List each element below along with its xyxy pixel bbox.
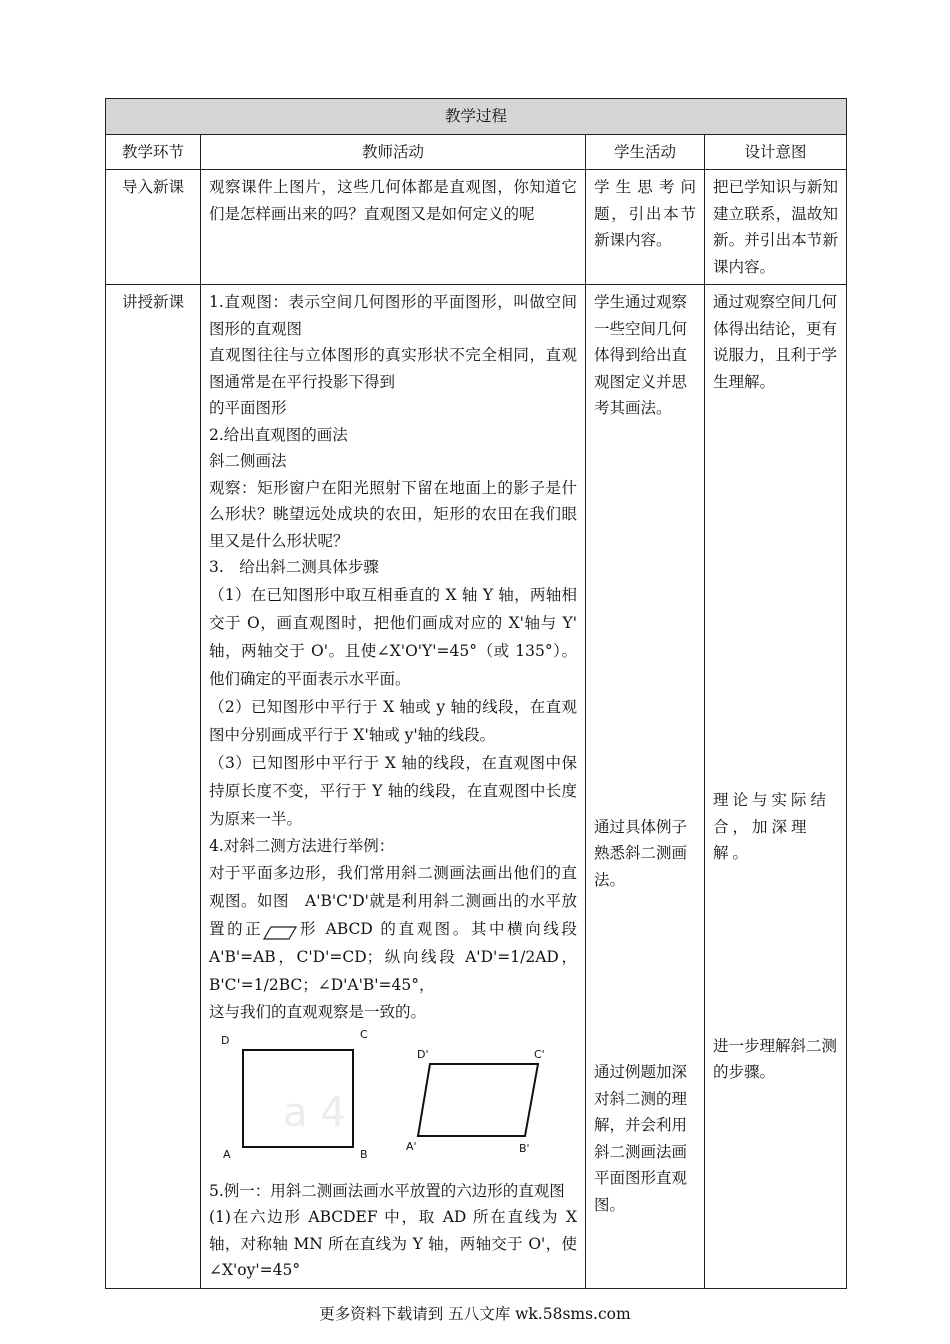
teacher-p4: 2.给出直观图的画法 (209, 425, 348, 444)
page-footer: 更多资料下载请到 五八文库 wk.58sms.com (319, 1305, 631, 1323)
teacher-p12 (209, 859, 577, 999)
teacher-p14: 5.例一：用斜二测画法画水平放置的六边形的直观图 (209, 1181, 565, 1200)
header-intent: 设计意图 (705, 134, 847, 170)
teacher-p5: 斜二侧画法 (209, 452, 287, 470)
student-s1: 学生通过观察一些空间几何体得到给出直观图定义并思考其画法。 (594, 293, 688, 417)
figure-watermark: a 4 (283, 1089, 346, 1136)
table-title-row (106, 99, 847, 135)
table-row-intro (106, 170, 847, 285)
teacher-p7: 3. 给出斜二测具体步骤 (209, 558, 379, 576)
header-student: 学生活动 (586, 134, 705, 170)
intro-student: 学生思考问题，引出本节新课内容。 (586, 170, 705, 285)
lecture-intent (705, 285, 847, 1289)
intent-i2: 理论与实际结合，加深理解。 (713, 791, 831, 862)
square-abcd (243, 1050, 353, 1147)
lecture-student (586, 285, 705, 1289)
lecture-teacher (201, 285, 586, 1289)
header-stage: 教学环节 (106, 134, 201, 170)
intro-intent: 把已学知识与新知建立联系，温故知新。并引出本节新课内容。 (705, 170, 847, 285)
intent-spacer-2 (713, 867, 838, 1033)
teacher-p1: 1.直观图：表示空间几何图形的平面图形，叫做空间图形的直观图 (209, 293, 577, 338)
teacher-p8: （1）在已知图形中取互相垂直的 X 轴 Y 轴，两轴相交于 O，画直观图时，把他们画成对应的 X'轴与 Y' 轴，两轴交于 O'。且使∠X'O'Y'=45°（或 135°）。他们确定的平面表示水平面。 (209, 585, 577, 688)
teacher-p11: 4.对斜二测方法进行举例： (209, 836, 395, 855)
intent-i3: 进一步理解斜二测的步骤。 (713, 1036, 838, 1081)
teacher-p3: 的平面图形 (209, 399, 287, 417)
intent-spacer-1 (713, 395, 838, 787)
teacher-p9: （2）已知图形中平行于 X 轴或 y 轴的线段，在直观图中分别画成平行于 X'轴或 y'轴的线段。 (209, 697, 577, 744)
teacher-p12b: 形 ABCD 的直观图。其中横向线段 A'B'=AB，C'D'=CD；纵向线段 A'D'=1/2AD，B'C'=1/2BC；∠D'A'B'=45°， (209, 920, 577, 994)
teaching-process-table (105, 98, 847, 1289)
student-spacer-2 (594, 893, 696, 1059)
teacher-p2: 直观图往往与立体图形的真实形状不完全相同，直观图通常是在平行投影下得到 (209, 346, 577, 391)
label-a-prime: A' (406, 1139, 417, 1153)
label-c-prime: C' (534, 1047, 545, 1061)
student-s3: 通过例题加深对斜二测的理解，并会利用斜二测画法画平面图形直观图。 (594, 1063, 688, 1214)
teacher-p15: (1)在六边形 ABCDEF 中，取 AD 所在直线为 X 轴，对称轴 MN 所在直线为 Y 轴，两轴交于 O'，使∠X'oy'=45° (209, 1208, 577, 1279)
lecture-stage: 讲授新课 (106, 285, 201, 1289)
teacher-p12a: 对于平面多边形，我们常用斜二测画法画出他们的直观图。如图 A'B'C'D'就是利用斜二测画出的水平放置的正 (209, 864, 577, 938)
intro-stage: 导入新课 (106, 170, 201, 285)
table-title: 教学过程 (106, 99, 847, 135)
oblique-drawing-figure (213, 1027, 568, 1172)
label-d-prime: D' (417, 1047, 429, 1061)
student-spacer-1 (594, 422, 696, 814)
intro-teacher: 观察课件上图片，这些几何体都是直观图，你知道它们是怎样画出来的吗？直观图又是如何定义的呢 (201, 170, 586, 285)
label-c: C (360, 1027, 368, 1041)
table-row-lecture (106, 285, 847, 1289)
header-teacher: 教师活动 (201, 134, 586, 170)
label-b: B (360, 1147, 368, 1161)
label-a: A (223, 1147, 231, 1161)
label-d: D (221, 1033, 230, 1047)
student-s2: 通过具体例子熟悉斜二测画法。 (594, 817, 688, 889)
table-header-row (106, 134, 847, 170)
teacher-p10: （3）已知图形中平行于 X 轴的线段，在直观图中保持原长度不变，平行于 Y 轴的线段，在直观图中长度为原来一半。 (209, 753, 577, 828)
teacher-p13: 这与我们的直观观察是一致的。 (209, 1003, 427, 1021)
parallelogram-a2b2c2d2 (418, 1064, 538, 1136)
label-b-prime: B' (519, 1141, 530, 1155)
parallelogram-inline-icon (263, 922, 297, 938)
intent-i1: 通过观察空间几何体得出结论，更有说服力，且利于学生理解。 (713, 293, 838, 391)
teacher-p6: 观察：矩形窗户在阳光照射下留在地面上的影子是什么形状？眺望远处成块的农田，矩形的农田在我们眼里又是什么形状呢？ (209, 478, 577, 550)
